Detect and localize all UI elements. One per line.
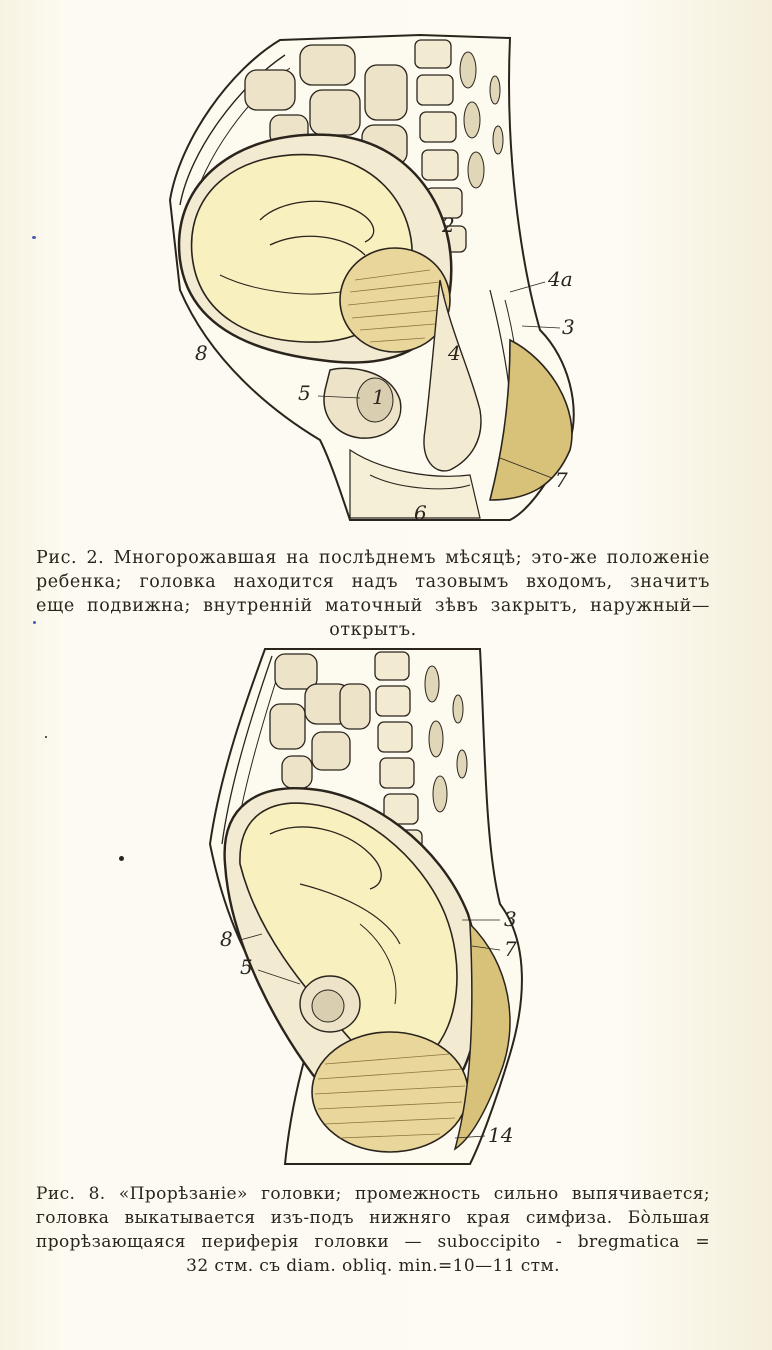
label-8: 8 <box>195 341 208 365</box>
ink-speck <box>119 856 124 861</box>
fetus-illustration-fig8 <box>200 644 540 1169</box>
caption-line: головка выкатывается изъ-подъ нижняго края симфиза. Бо̀льшая <box>36 1208 710 1228</box>
fetus-illustration-fig2 <box>150 30 590 530</box>
label-4: 4 <box>448 341 461 365</box>
caption-line: Рис. 8. «Прорѣзаніе» головки; промежность сильно выпячивается; <box>36 1184 710 1204</box>
ink-speck <box>32 236 36 239</box>
label-3: 3 <box>504 907 517 931</box>
label-6: 6 <box>414 501 427 525</box>
label-5: 5 <box>240 955 253 979</box>
label-3: 3 <box>562 315 575 339</box>
ink-speck <box>45 736 47 738</box>
ink-speck <box>33 621 36 624</box>
label-2: 2 <box>442 213 455 237</box>
caption-line: еще подвижна; внутренній маточный зѣвъ закрытъ, наружный— <box>36 596 710 616</box>
label-4a: 4a <box>548 267 573 291</box>
caption-line: 32 стм. съ diam. obliq. min.=10—11 стм. <box>186 1256 560 1276</box>
label-14: 14 <box>488 1123 514 1147</box>
figure-8-caption <box>36 1182 710 1278</box>
label-7: 7 <box>504 937 517 961</box>
caption-line: открытъ. <box>329 620 417 640</box>
figure-2-caption <box>36 546 710 642</box>
caption-line: прорѣзающаяся периферія головки — suboccipito - bregmatica = <box>36 1232 710 1252</box>
fetal-head <box>312 1032 468 1152</box>
figure-8-illustration <box>200 644 540 1169</box>
caption-line: Рис. 2. Многорожавшая на послѣднемъ мѣсяцѣ; это-же положеніе <box>36 548 710 568</box>
label-5: 5 <box>298 381 311 405</box>
figure-2-illustration <box>150 30 590 530</box>
label-7: 7 <box>555 468 568 492</box>
label-1: 1 <box>372 385 385 409</box>
label-8: 8 <box>220 927 233 951</box>
caption-line: ребенка; головка находится надъ тазовымъ входомъ, значитъ <box>36 572 710 592</box>
